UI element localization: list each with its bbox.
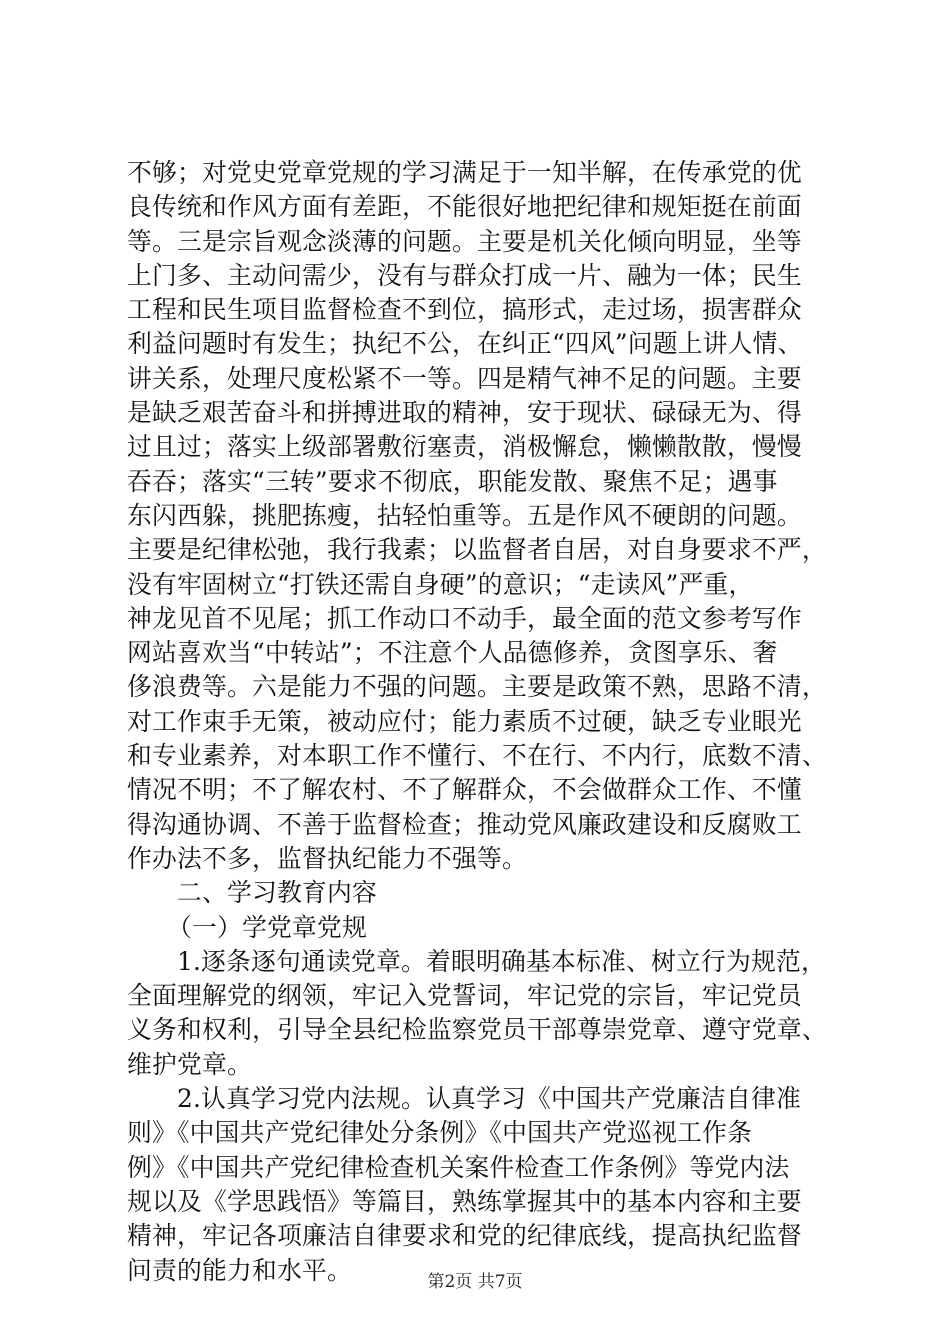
document-body bbox=[127, 156, 827, 1288]
text-line: 和专业素养，对本职工作不懂行、不在行、不内行，底数不清、 bbox=[127, 741, 827, 771]
text-line: 网站喜欢当“中转站”；不注意个人品德修养，贪图享乐、奢 bbox=[127, 638, 778, 668]
text-line: 义务和权利，引导全县纪检监察党员干部尊崇党章、遵守党章、 bbox=[127, 1015, 827, 1045]
text-line: 上门多、主动问需少，没有与群众打成一片、融为一体；民生 bbox=[127, 260, 802, 290]
text-line: 东闪西躲，挑肥拣瘦，拈轻怕重等。五是作风不硬朗的问题。 bbox=[127, 500, 802, 530]
text-line: 1.逐条逐句通读党章。着眼明确基本标准、树立行为规范， bbox=[177, 946, 826, 976]
text-line: 得沟通协调、不善于监督检查；推动党风廉政建设和反腐败工 bbox=[127, 809, 802, 839]
text-line: 没有牢固树立“打铁还需自身硬”的意识；“走读风”严重， bbox=[127, 569, 754, 599]
text-line: 过且过；落实上级部署敷衍塞责，消极懈怠，懒懒散散，慢慢 bbox=[127, 432, 802, 462]
text-line: 问责的能力和水平。 bbox=[127, 1255, 352, 1285]
text-line: 对工作束手无策，被动应付；能力素质不过硬，缺乏专业眼光 bbox=[127, 706, 802, 736]
text-line: 作办法不多，监督执纪能力不强等。 bbox=[127, 843, 527, 873]
text-line: 2.认真学习党内法规。认真学习《中国共产党廉洁自律准 bbox=[177, 1084, 801, 1114]
text-line: 吞吞；落实“三转”要求不彻底，职能发散、聚焦不足；遇事 bbox=[127, 466, 778, 496]
page-footer: 第2页 共7页 bbox=[427, 1272, 523, 1292]
text-line: 是缺乏艰苦奋斗和拼搏进取的精神，安于现状、碌碌无为、得 bbox=[127, 398, 802, 428]
text-line: 则》《中国共产党纪律处分条例》《中国共产党巡视工作条 bbox=[127, 1118, 753, 1148]
text-line: 不够；对党史党章党规的学习满足于一知半解，在传承党的优 bbox=[127, 158, 802, 187]
text-line: 精神，牢记各项廉洁自律要求和党的纪律底线，提高执纪监督 bbox=[127, 1221, 802, 1251]
text-line: 利益问题时有发生；执纪不公，在纠正“四风”问题上讲人情、 bbox=[127, 329, 803, 359]
text-line: 神龙见首不见尾；抓工作动口不动手，最全面的范文参考写作 bbox=[127, 603, 802, 633]
text-line: 例》《中国共产党纪律检查机关案件检查工作条例》等党内法 bbox=[127, 1152, 790, 1182]
text-line: 讲关系，处理尺度松紧不一等。四是精气神不足的问题。主要 bbox=[127, 363, 802, 393]
subsection-heading: （一）学党章党规 bbox=[167, 912, 367, 942]
text-line: 主要是纪律松弛，我行我素；以监督者自居，对自身要求不严， bbox=[127, 535, 827, 565]
text-line: 等。三是宗旨观念淡薄的问题。主要是机关化倾向明显，坐等 bbox=[127, 226, 802, 256]
text-line: 工程和民生项目监督检查不到位，搞形式，走过场，损害群众 bbox=[127, 295, 802, 325]
text-line: 侈浪费等。六是能力不强的问题。主要是政策不熟，思路不清， bbox=[127, 672, 827, 702]
section-heading: 二、学习教育内容 bbox=[177, 878, 377, 908]
text-line: 情况不明；不了解农村、不了解群众，不会做群众工作、不懂 bbox=[127, 775, 802, 805]
text-line: 全面理解党的纲领，牢记入党誓词，牢记党的宗旨，牢记党员 bbox=[127, 981, 802, 1011]
text-line: 良传统和作风方面有差距，不能很好地把纪律和规矩挺在前面 bbox=[127, 192, 802, 222]
text-line: 规以及《学思践悟》等篇目，熟练掌握其中的基本内容和主要 bbox=[127, 1186, 802, 1216]
text-line: 维护党章。 bbox=[127, 1049, 252, 1079]
